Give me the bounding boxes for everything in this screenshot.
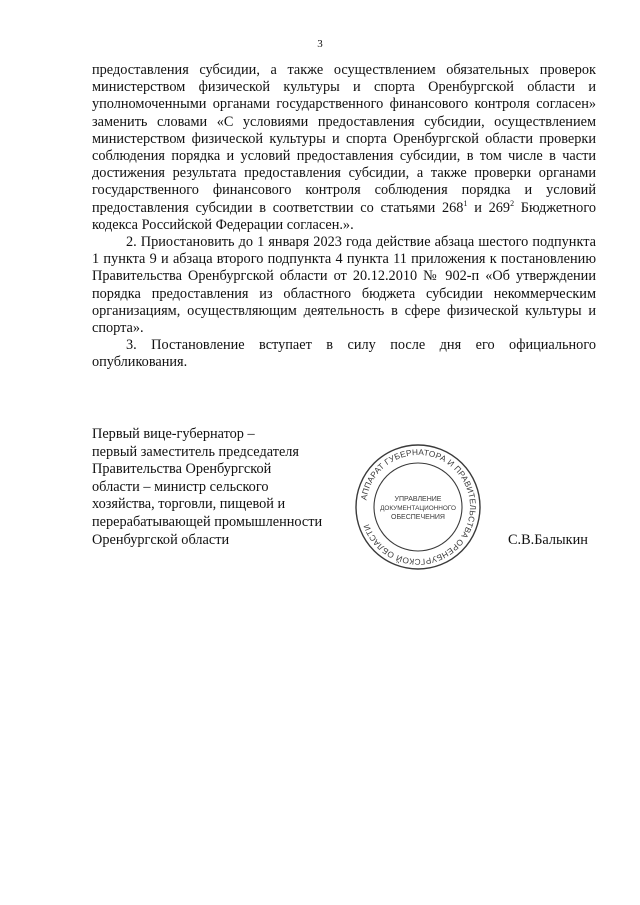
document-body	[92, 62, 596, 372]
signer-name: С.В.Балыкин	[508, 532, 588, 548]
paragraph-2: 2. Приостановить до 1 января 2023 года действие абзаца шестого подпункта 1 пункта 9 и абзаца второго подпункта 4 пункта 11 приложения к постановлению Правительства Оренбургской области от 20.12.2010 № 902-п «Об утверждении порядка предоставления из областного бюджета субсидии некоммерческим организациям, осуществляющим деятельность в сфере физической культуры и спорта».	[92, 234, 596, 337]
signature-block	[92, 426, 372, 549]
paragraph-1-text-3: Бюджетного кодекса Российской Федерации согласен.».	[92, 199, 596, 233]
stamp-center-text: ОБЕСПЕЧЕНИЯ	[391, 514, 445, 521]
signer-title-line: перерабатывающей промышленности	[92, 513, 323, 530]
paragraph-1-text-2: и 269	[467, 199, 511, 216]
paragraph-3: 3. Постановление вступает в силу после дня его официального опубликования.	[92, 337, 596, 371]
article-superscript-2: 2	[510, 198, 515, 208]
stamp-center-text: ДОКУМЕНТАЦИОННОГО	[380, 505, 456, 512]
signer-title-line: Оренбургской области	[92, 531, 230, 548]
signer-title-line: хозяйства, торговли, пищевой и	[92, 496, 286, 513]
stamp-center-text: УПРАВЛЕНИЕ	[394, 496, 442, 503]
official-stamp	[354, 443, 482, 571]
paragraph-1	[92, 62, 596, 234]
article-superscript-1: 1	[463, 198, 468, 208]
stamp-outer-text: АППАРАТ ГУБЕРНАТОРА И ПРАВИТЕЛЬСТВА ОРЕНБУРГСКОЙ ОБЛАСТИ	[358, 446, 479, 568]
signer-title-line: Правительства Оренбургской	[92, 461, 272, 478]
page-number: 3	[317, 38, 323, 50]
signer-title-line: первый заместитель председателя	[92, 443, 299, 460]
signer-title-line: Первый вице-губернатор –	[92, 426, 255, 442]
paragraph-1-text: предоставления субсидии, а также осуществлением обязательных проверок министерством физической культуры и спорта Оренбургской области и уполномоченными органами государственного финансового контроля согласен» заменить словами «С условиями предоставления субсидии, осуществлением министерством физической культуры и спорта Оренбургской области проверки соблюдения порядка и условий предоставления субсидии, в том числе в части достижения результата предоставления субсидии, а также проверки органами государственного финансового контроля соблюдения порядка и условий предоставления субсидии в соответствии со статьями 268	[92, 62, 596, 216]
signer-title-line: области – министр сельского	[92, 478, 269, 495]
